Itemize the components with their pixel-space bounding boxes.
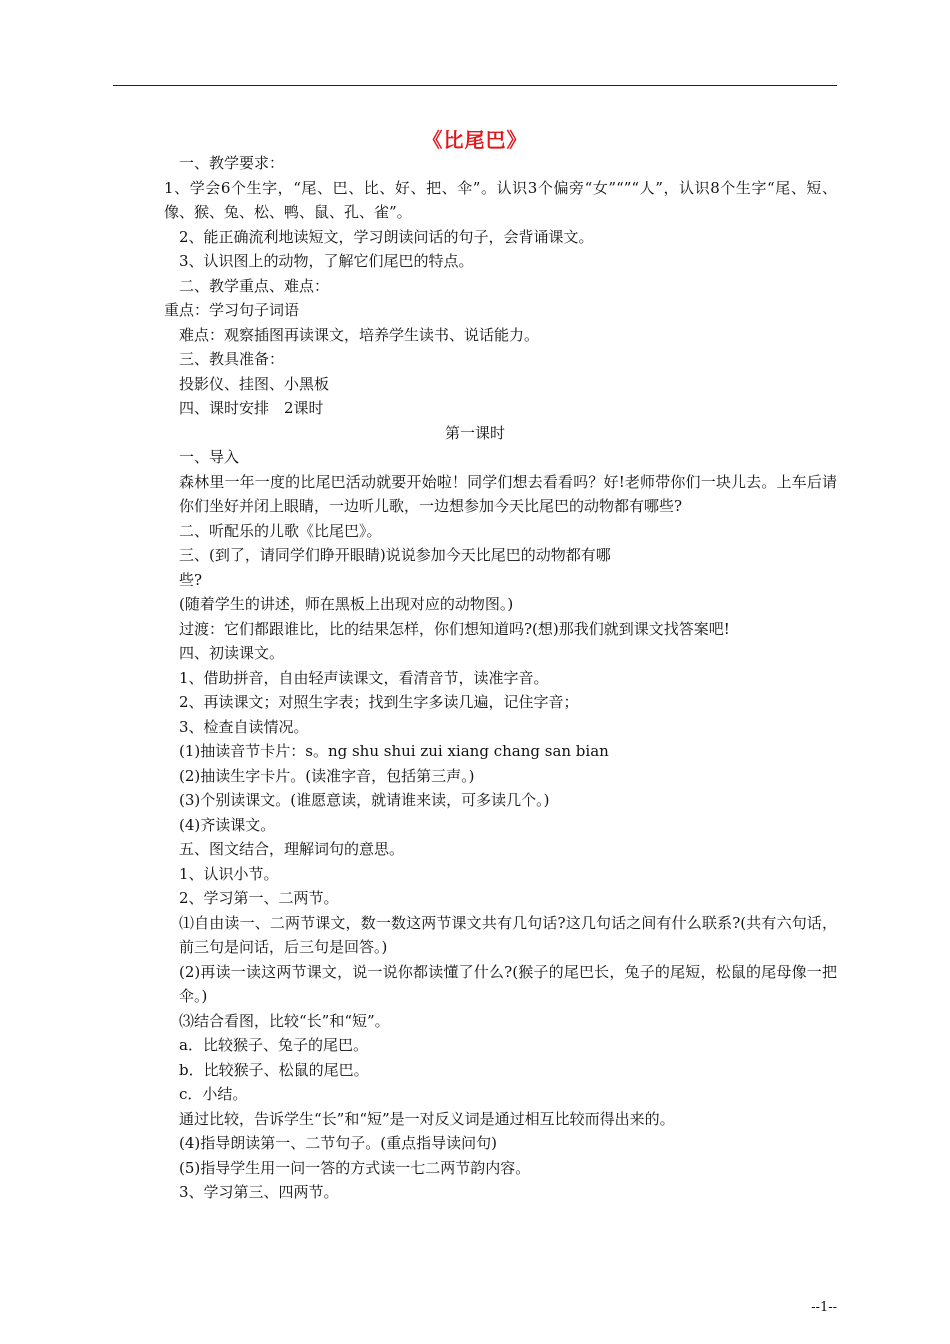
paragraph-line: 三、教具准备： (179, 350, 285, 368)
paragraph-line: 过渡：它们都跟谁比，比的结果怎样，你们想知道吗?(想)那我们就到课文找答案吧! (179, 619, 730, 638)
paragraph-line: 一、导入 (179, 448, 240, 466)
paragraph-line: 3、学习第三、四两节。 (179, 1183, 339, 1201)
paragraph-line: 3、检查自读情况。 (179, 717, 309, 736)
paragraph-line: ⑶结合看图，比较“长”和“短”。 (179, 1011, 390, 1030)
paragraph-line: (4)指导朗读第一、二节句子。(重点指导读问句) (179, 1134, 497, 1152)
paragraph-line: a．比较猴子、兔子的尾巴。 (179, 1036, 368, 1054)
paragraph-line: ⑴自由读一、二两节课文，数一数这两节课文共有几句话?这几句话之间有什么联系?(共有六句话，前三句是问话，后三句是回答。) (179, 913, 837, 956)
document-body (113, 151, 837, 1205)
paragraph-line: 一、教学要求： (179, 154, 285, 172)
paragraph-line: (2)再读一读这两节课文，说一说你都读懂了什么?(猴子的尾巴长，兔子的尾短，松鼠的尾母像一把伞。) (179, 962, 837, 1005)
paragraph-line: (随着学生的讲述，师在黑板上出现对应的动物图。) (179, 595, 514, 613)
paragraph-line: 四、初读课文。 (179, 644, 285, 662)
paragraph-line: 投影仪、挂图、小黑板 (179, 374, 330, 393)
paragraph-line: 3、认识图上的动物，了解它们尾巴的特点。 (179, 252, 474, 270)
paragraph-line: 通过比较，告诉学生“长”和“短”是一对反义词是通过相互比较而得出来的。 (179, 1109, 675, 1128)
paragraph-line: (3)个别读课文。(谁愿意读，就请谁来读，可多读几个。) (179, 791, 550, 809)
paragraph-line: 些? (179, 570, 203, 589)
paragraph-line: 2、学习第一、二两节。 (179, 889, 339, 907)
paragraph-line: (2)抽读生字卡片。(读准字音，包括第三声。) (179, 766, 475, 785)
paragraph-line: 2、再读课文；对照生字表；找到生字多读几遍，记住字音； (179, 693, 579, 711)
paragraph-line: 重点：学习句子词语 (164, 301, 300, 319)
paragraph-line: 三、(到了，请同学们睁开眼睛)说说参加今天比尾巴的动物都有哪 (179, 546, 611, 564)
paragraph-line: 二、听配乐的儿歌《比尾巴》。 (179, 521, 382, 540)
paragraph-line: 2、能正确流利地读短文，学习朗读问话的句子，会背诵课文。 (179, 227, 594, 246)
paragraph-line: b．比较猴子、松鼠的尾巴。 (179, 1060, 369, 1079)
paragraph-line: 1、认识小节。 (179, 864, 279, 883)
paragraph-line: (5)指导学生用一问一答的方式读一七二两节韵内容。 (179, 1158, 531, 1177)
paragraph-line: 1、学会6个生字，“尾、巴、比、好、把、伞”。认识3个偏旁“女”“”“人”，认识8个生字“尾、短、像、猴、兔、松、鸭、鼠、孔、雀”。 (164, 178, 837, 221)
paragraph-line: c．小结。 (179, 1085, 248, 1103)
header-rule (113, 85, 837, 86)
paragraph-line: 1、借助拼音，自由轻声读课文，看清音节，读准字音。 (179, 668, 549, 687)
document-title: 《比尾巴》 (422, 128, 528, 152)
page-number: --1-- (811, 1300, 837, 1315)
paragraph-line: 第一课时 (444, 423, 505, 442)
paragraph-line: 四、课时安排 2课时 (179, 399, 324, 417)
paragraph-line: 二、教学重点、难点： (179, 276, 330, 295)
paragraph-line: 森林里一年一度的比尾巴活动就要开始啦！同学们想去看看吗？好!老师带你们一块儿去。上车后请你们坐好并闭上眼睛，一边听儿歌，一边想参加今天比尾巴的动物都有哪些? (179, 472, 837, 515)
paragraph-line: (1)抽读音节卡片：s。ng shu shui zui xiang chang san bian (179, 742, 609, 760)
paragraph-line: 五、图文结合，理解词句的意思。 (179, 840, 405, 858)
paragraph-line: (4)齐读课文。 (179, 815, 276, 834)
paragraph-line: 难点：观察插图再读课文，培养学生读书、说话能力。 (179, 325, 540, 344)
